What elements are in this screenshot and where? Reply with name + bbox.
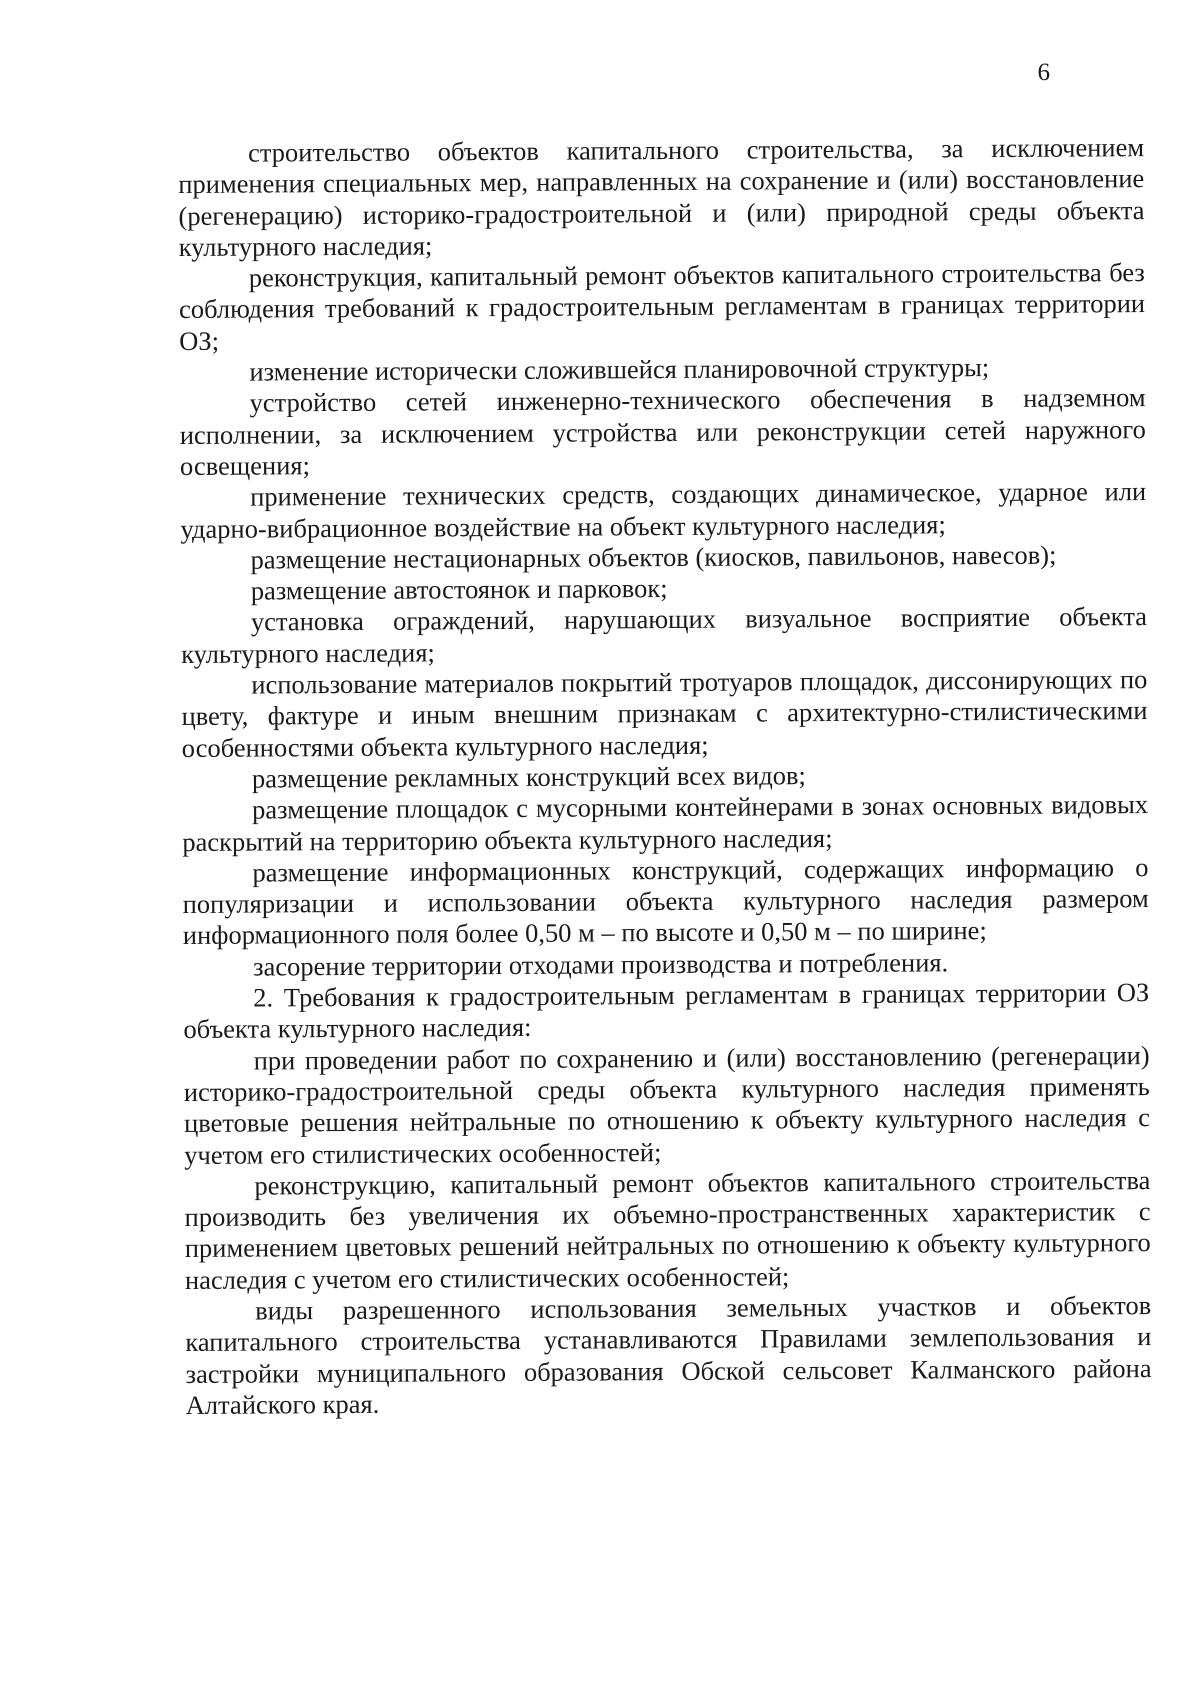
paragraph: засорение территории отходами производства и потребления.: [252, 947, 949, 982]
paragraph: реконструкция, капитальный ремонт объектов капитального строительства без соблюдения требований к градостроительным регламентам в границах территории ОЗ;: [178, 257, 1146, 356]
document-body: [178, 132, 1152, 1421]
paragraph: установка ограждений, нарушающих визуальное восприятие объекта культурного наследия;: [181, 601, 1148, 669]
paragraph: размещение информационных конструкций, содержащих информацию о популяризации и использовании объекта культурного наследия размером информационного поля более 0,50 м – по высоте и 0,50 м – по ширине;: [182, 851, 1149, 951]
paragraph: использование материалов покрытий тротуаров площадок, диссонирующих по цвету, фактуре и иным внешним признакам с архитектурно-стилистическими особенностями объекта культурного наследия;: [181, 664, 1148, 763]
paragraph: изменение исторически сложившейся планировочной структуры;: [249, 352, 990, 387]
page-number: 6: [1037, 59, 1050, 86]
paragraph: устройство сетей инженерно-технического обеспечения в надземном исполнении, за исключением устройства или реконструкции сетей наружного освещения;: [179, 382, 1146, 481]
paragraph: размещение площадок с мусорными контейнерами в зонах основных видовых раскрытий на территорию объекта культурного наследия;: [182, 789, 1149, 857]
paragraph: размещение рекламных конструкций всех видов;: [251, 760, 806, 794]
paragraph: размещение автостоянок и парковок;: [250, 573, 668, 606]
paragraph: размещение нестационарных объектов (киосков, павильонов, навесов);: [250, 539, 1057, 575]
paragraph: при проведении работ по сохранению и (или) восстановлению (регенерации) историко-градостроительной среды объекта культурного наследия применять цветовые решения нейтральные по отношению к объекту культурного наследия с учетом его стилистических особенностей;: [183, 1039, 1151, 1170]
section-heading-paragraph: 2. Требования к градостроительным регламентам в границах территории ОЗ объекта культурного наследия:: [183, 977, 1150, 1045]
paragraph: применение технических средств, создающих динамическое, ударное или ударно-вибрационное воздействие на объект культурного наследия;: [180, 476, 1147, 544]
paragraph: строительство объектов капитального строительства, за исключением применения специальных мер, направленных на сохранение и (или) восстановление (регенерацию) историко-градостроительной и (или) природной среды объекта культурного наследия;: [178, 132, 1145, 262]
paragraph: виды разрешенного использования земельных участков и объектов капитального строительства устанавливаются Правилами землепользования и застройки муниципального образования Обской сельсовет Калманского района Алтайского края.: [185, 1290, 1152, 1420]
paragraph: реконструкцию, капитальный ремонт объектов капитального строительства производить без увеличения их объемно-пространственных характеристик с применением цветовых решений нейтральных по отношению к объекту культурного наследия с учетом его стилистических особенностей;: [184, 1164, 1151, 1295]
